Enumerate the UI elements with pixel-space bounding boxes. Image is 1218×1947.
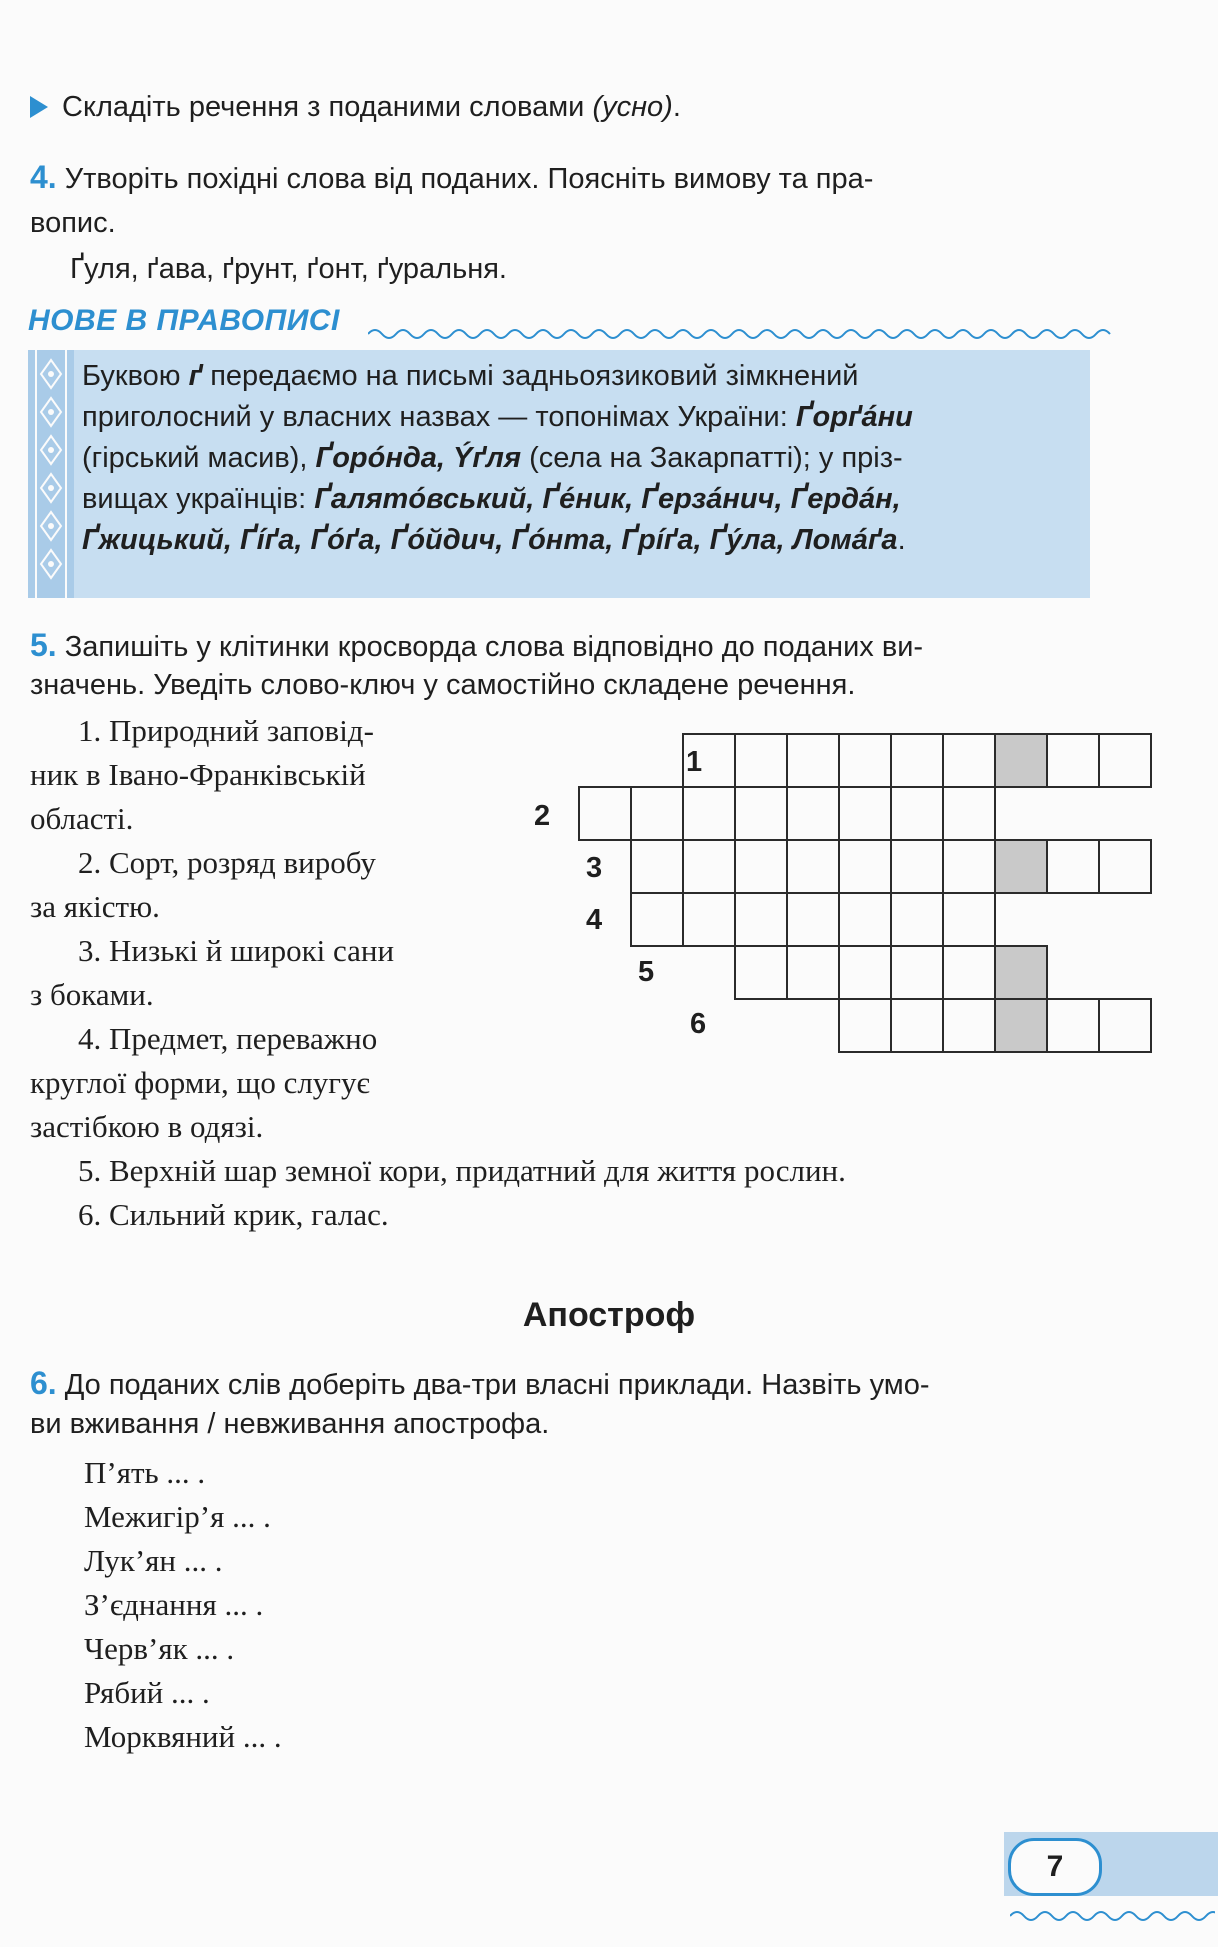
crossword-row-number: 1 [686, 746, 703, 778]
crossword-cell[interactable] [890, 998, 944, 1053]
crossword-cell[interactable] [838, 998, 892, 1053]
page-number: 7 [1008, 1838, 1102, 1896]
crossword-cell[interactable] [942, 839, 996, 894]
crossword-cell[interactable] [1098, 733, 1152, 788]
crossword-cell[interactable] [630, 892, 684, 947]
crossword-cell[interactable] [578, 786, 632, 841]
task-6-word-list [84, 1451, 282, 1759]
crossword-cell[interactable] [942, 998, 996, 1053]
crossword-cell[interactable] [890, 786, 944, 841]
definition-line: за якістю. [30, 889, 160, 924]
crossword-cell[interactable] [838, 786, 892, 841]
crossword-row-number: 4 [586, 904, 603, 936]
crossword-cell[interactable] [786, 892, 840, 947]
crossword-cell[interactable] [682, 786, 736, 841]
crossword-cell[interactable] [1046, 839, 1100, 894]
crossword-cell[interactable] [838, 892, 892, 947]
crossword-cell[interactable] [942, 733, 996, 788]
crossword-cell[interactable] [786, 945, 840, 1000]
crossword-cell[interactable] [942, 786, 996, 841]
crossword-row-number: 5 [638, 956, 655, 988]
task-number: 5. [30, 627, 57, 663]
crossword-key-cell[interactable] [994, 733, 1048, 788]
crossword-cell[interactable] [734, 892, 788, 947]
section-heading-apostrophe: Апостроф [522, 1296, 696, 1334]
definition-line: з боками. [30, 977, 154, 1012]
definition-line: круглої форми, що слугує [30, 1065, 370, 1100]
crossword-key-cell[interactable] [994, 998, 1048, 1053]
crossword-cell[interactable] [838, 839, 892, 894]
crossword-cell[interactable] [890, 892, 944, 947]
crossword-row-number: 6 [690, 1008, 707, 1040]
crossword-cell[interactable] [890, 839, 944, 894]
crossword-cell[interactable] [682, 892, 736, 947]
list-item: П’ять ... . [84, 1455, 206, 1490]
crossword-cell[interactable] [786, 786, 840, 841]
wave-divider-icon [368, 326, 1113, 342]
crossword-cell[interactable] [786, 839, 840, 894]
definition-line: області. [30, 801, 134, 836]
definition-line: 6. Сильний крик, галас. [78, 1197, 389, 1232]
list-item: Морквяний ... . [84, 1719, 282, 1754]
crossword-row-number: 2 [534, 800, 551, 832]
task-4-words: Ґуля, ґава, ґрунт, ґонт, ґуральня. [70, 253, 507, 285]
crossword-cell[interactable] [890, 945, 944, 1000]
crossword-cell[interactable] [630, 786, 684, 841]
crossword-cell[interactable] [734, 786, 788, 841]
list-item: Межигір’я ... . [84, 1499, 271, 1534]
task-4-instruction: 4. Утворіть похідні слова від поданих. Поясніть вимову та пра- [30, 159, 874, 195]
spelling-rule-text: Буквою ґ передаємо на письмі задньоязиковий зімкнений приголосний у власних назвах — топонімах України: Ґорґáни (гірський масив), Ґорóнда, Ýґля (села на Закарпатті); у пріз- вищах українців: Ґалятóвський, Ґéник, Ґерзáнич, Ґердáн, Ґжицький, Ґíґа, Ґóґа, Ґóйдич, Ґóнта, Ґрíґа, Ґýла, Ломáґа. [82, 360, 913, 556]
task-number: 6. [30, 1365, 57, 1401]
list-item: Лук’ян ... . [84, 1543, 223, 1578]
task-5-instruction: 5. Запишіть у клітинки кросворда слова відповідно до поданих ви- [30, 627, 924, 663]
task-4-instruction-cont: вопис. [30, 207, 116, 239]
crossword-cell[interactable] [734, 945, 788, 1000]
crossword-cell[interactable] [1046, 733, 1100, 788]
crossword-cell[interactable] [1046, 998, 1100, 1053]
crossword-cell[interactable] [838, 733, 892, 788]
definition-line: 5. Верхній шар земної кори, придатний для життя рослин. [78, 1153, 846, 1188]
crossword-cell[interactable] [942, 945, 996, 1000]
crossword-key-cell[interactable] [994, 945, 1048, 1000]
spelling-rule-box [28, 350, 1090, 598]
triangle-bullet-icon [30, 96, 48, 118]
task-number: 4. [30, 159, 57, 195]
crossword-cell[interactable] [734, 733, 788, 788]
crossword-row-number: 3 [586, 852, 603, 884]
wave-divider-icon [1010, 1908, 1215, 1924]
list-item: Черв’як ... . [84, 1631, 235, 1666]
crossword-cell[interactable] [786, 733, 840, 788]
crossword-cell[interactable] [734, 839, 788, 894]
list-item: Рябий ... . [84, 1675, 210, 1710]
spelling-news-heading: НОВЕ В ПРАВОПИСІ [28, 304, 1088, 350]
list-item: З’єднання ... . [84, 1587, 264, 1622]
task-6-instruction-cont: ви вживання / невживання апострофа. [30, 1408, 550, 1440]
crossword-cell[interactable] [630, 839, 684, 894]
intro-task: Складіть речення з поданими словами (усно). [30, 86, 1090, 129]
definition-line: 3. Низькі й широкі сани [78, 933, 395, 968]
definition-line: застібкою в одязі. [30, 1109, 264, 1144]
definition-line: ник в Івано-Франківській [30, 757, 366, 792]
task-6-instruction: 6. До поданих слів доберіть два-три власні приклади. Назвіть умо- [30, 1365, 930, 1401]
definition-line: 4. Предмет, переважно [78, 1021, 378, 1056]
crossword-cell[interactable] [682, 839, 736, 894]
task-5-instruction-cont: значень. Уведіть слово-ключ у самостійно складене речення. [30, 669, 856, 701]
ornament-border-icon [28, 350, 74, 598]
crossword-cell[interactable] [942, 892, 996, 947]
crossword-key-cell[interactable] [994, 839, 1048, 894]
crossword-cell[interactable] [838, 945, 892, 1000]
crossword-cell[interactable] [1098, 998, 1152, 1053]
definition-line: 2. Сорт, розряд виробу [78, 845, 376, 880]
crossword-cell[interactable] [1098, 839, 1152, 894]
crossword-definitions [30, 710, 846, 1238]
definition-line: 1. Природний заповід- [78, 713, 374, 748]
crossword-cell[interactable] [890, 733, 944, 788]
